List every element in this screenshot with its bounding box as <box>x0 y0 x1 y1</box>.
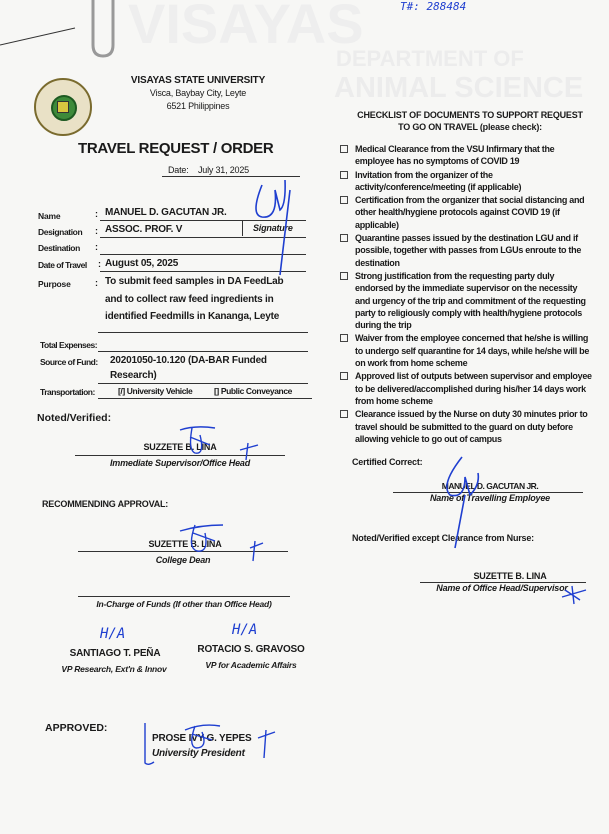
checklist-item[interactable] <box>340 169 592 194</box>
checklist-item[interactable] <box>340 370 592 407</box>
dean-title: College Dean <box>155 555 211 565</box>
university-name: VISAYAS STATE UNIVERSITY <box>130 75 266 86</box>
checklist-item[interactable] <box>340 408 592 445</box>
supervisor-signature <box>170 425 260 465</box>
checklist-item[interactable] <box>340 232 592 269</box>
president-signature <box>140 718 280 768</box>
watermark-visayas: VISAYAS <box>128 0 364 55</box>
source-of-fund-line-1: 20201050-10.120 (DA-BAR Funded <box>110 355 267 366</box>
university-logo <box>34 78 92 136</box>
checkbox[interactable] <box>340 196 348 204</box>
form-title: TRAVEL REQUEST / ORDER <box>78 140 274 157</box>
office-head-name: SUZETTE B. LINA <box>473 571 547 582</box>
checklist-title-line-2: TO GO ON TRAVEL (please check): <box>398 122 542 132</box>
total-expenses-label: Total Expenses: <box>40 340 98 350</box>
employee-signature <box>440 455 500 550</box>
date-label: Date: <box>168 165 189 175</box>
source-of-fund-line-2: Research) <box>110 370 157 381</box>
checklist-item-text: Approved list of outputs between supervisor and employee to be delivered/accomplished during his/her 14 days work from home scheme <box>355 371 592 406</box>
vp2-initials: H/A <box>232 622 258 638</box>
checkbox[interactable] <box>340 145 348 153</box>
corner-mark <box>0 20 80 50</box>
destination-label: Destination <box>38 243 80 253</box>
designation-label: Designation <box>38 227 83 237</box>
president-title: University President <box>152 748 245 759</box>
checkbox[interactable] <box>340 234 348 242</box>
supervisor-name: SUZZETE B. LINA <box>143 442 217 452</box>
noted-except-nurse-label: Noted/Verified except Clearance from Nurse: <box>352 533 534 544</box>
tracking-number: T#: 288484 <box>400 0 467 13</box>
source-of-fund-label: Source of Fund: <box>40 357 98 367</box>
vp1-name: SANTIAGO T. PEÑA <box>69 648 161 659</box>
checklist-item-text: Medical Clearance from the VSU Infirmary that the employee has no symptoms of COVID 19 <box>355 144 555 167</box>
office-head-signature <box>560 582 590 607</box>
transportation-label: Transportation: <box>40 387 95 397</box>
checklist-item-text: Quarantine passes issued by the destination LGU and if possible, together with passes from LGUs enroute to the destination <box>355 233 582 268</box>
purpose-line-1: To submit feed samples in DA FeedLab <box>105 276 284 287</box>
checklist-item-text: Clearance issued by the Nurse on duty 30 minutes prior to travel should be submitted to the guard on duty before allowing vehicle to go out of campus <box>355 409 588 444</box>
date-value: July 31, 2025 <box>198 165 249 175</box>
transport-public-conveyance[interactable]: [] Public Conveyance <box>214 386 292 396</box>
dean-name: SUZETTE B. LINA <box>148 539 222 549</box>
signature-divider <box>242 220 243 236</box>
dean-signature <box>175 513 265 563</box>
watermark-dept-line2: ANIMAL SCIENCE <box>334 72 584 104</box>
funds-incharge-title: In-Charge of Funds (If other than Office Head) <box>96 599 272 609</box>
checklist-item-text: Waiver from the employee concerned that he/she is willing to undergo self quarantine for 14 days, while he/she will be on work from home scheme <box>355 333 590 369</box>
colon: : <box>95 209 98 219</box>
checkbox[interactable] <box>340 410 348 418</box>
checklist-item-text: Certification from the organizer that social distancing and other health/hygiene protocols against COVID 19 (if applicable) <box>355 195 585 230</box>
certified-correct-label: Certified Correct: <box>352 457 423 468</box>
supervisor-title: Immediate Supervisor/Office Head <box>110 458 250 468</box>
purpose-line-3: identified Feedmills in Kananga, Leyte <box>105 311 280 322</box>
employee-title: Name of Travelling Employee <box>430 493 550 504</box>
date-of-travel-label: Date of Travel <box>38 260 87 270</box>
checklist-item[interactable] <box>340 270 592 331</box>
transport-university-vehicle[interactable]: [/] University Vehicle <box>118 386 193 396</box>
applicant-signature <box>250 175 310 285</box>
checkbox[interactable] <box>340 171 348 179</box>
vp2-title: VP for Academic Affairs <box>205 660 297 670</box>
recommending-approval-label: RECOMMENDING APPROVAL: <box>42 499 169 509</box>
purpose-line-2: and to collect raw feed ingredients in <box>105 294 274 305</box>
colon: : <box>95 226 98 236</box>
colon: : <box>98 259 101 269</box>
checklist-item[interactable] <box>340 332 592 369</box>
designation-value: ASSOC. PROF. V <box>105 224 183 235</box>
noted-verified-label: Noted/Verified: <box>37 412 112 424</box>
president-name: PROSE IVY G. YEPES <box>152 733 252 744</box>
checkbox[interactable] <box>340 272 348 280</box>
colon: : <box>95 278 98 288</box>
employee-name: MANUEL D. GACUTAN JR. <box>441 481 539 492</box>
checklist-item-text: Invitation from the organizer of the activity/conference/meeting (if applicable) <box>355 169 522 192</box>
vp1-initials: H/A <box>100 626 126 642</box>
vp1-title: VP Research, Ext'n & Innov <box>61 664 167 674</box>
paper-clip-icon <box>85 0 125 60</box>
office-head-title: Name of Office Head/Supervisor <box>436 583 568 594</box>
checklist-title-line-1: CHECKLIST OF DOCUMENTS TO SUPPORT REQUEST <box>357 110 583 120</box>
checkbox[interactable] <box>340 372 348 380</box>
university-zip: 6521 Philippines <box>166 101 230 111</box>
name-value: MANUEL D. GACUTAN JR. <box>105 207 227 218</box>
checklist-item[interactable] <box>340 143 592 168</box>
vp2-name: ROTACIO S. GRAVOSO <box>197 644 305 655</box>
signature-label: Signature <box>253 223 293 233</box>
checklist-item[interactable] <box>340 194 592 231</box>
purpose-label: Purpose <box>38 279 71 289</box>
university-address: Visca, Baybay City, Leyte <box>149 88 247 98</box>
colon: : <box>95 242 98 252</box>
checkbox[interactable] <box>340 334 348 342</box>
checklist-item-text: Strong justification from the requesting party duly endorsed by the immediate supervisor on the necessity and urgency of the trip and commitment of the requesting party to religiously comply with health/hygiene protocols during the trip <box>355 270 586 331</box>
date-of-travel-value: August 05, 2025 <box>105 258 179 269</box>
name-label: Name <box>38 211 61 221</box>
approved-label: APPROVED: <box>45 722 108 734</box>
watermark-dept-line1: DEPARTMENT OF <box>336 46 524 71</box>
